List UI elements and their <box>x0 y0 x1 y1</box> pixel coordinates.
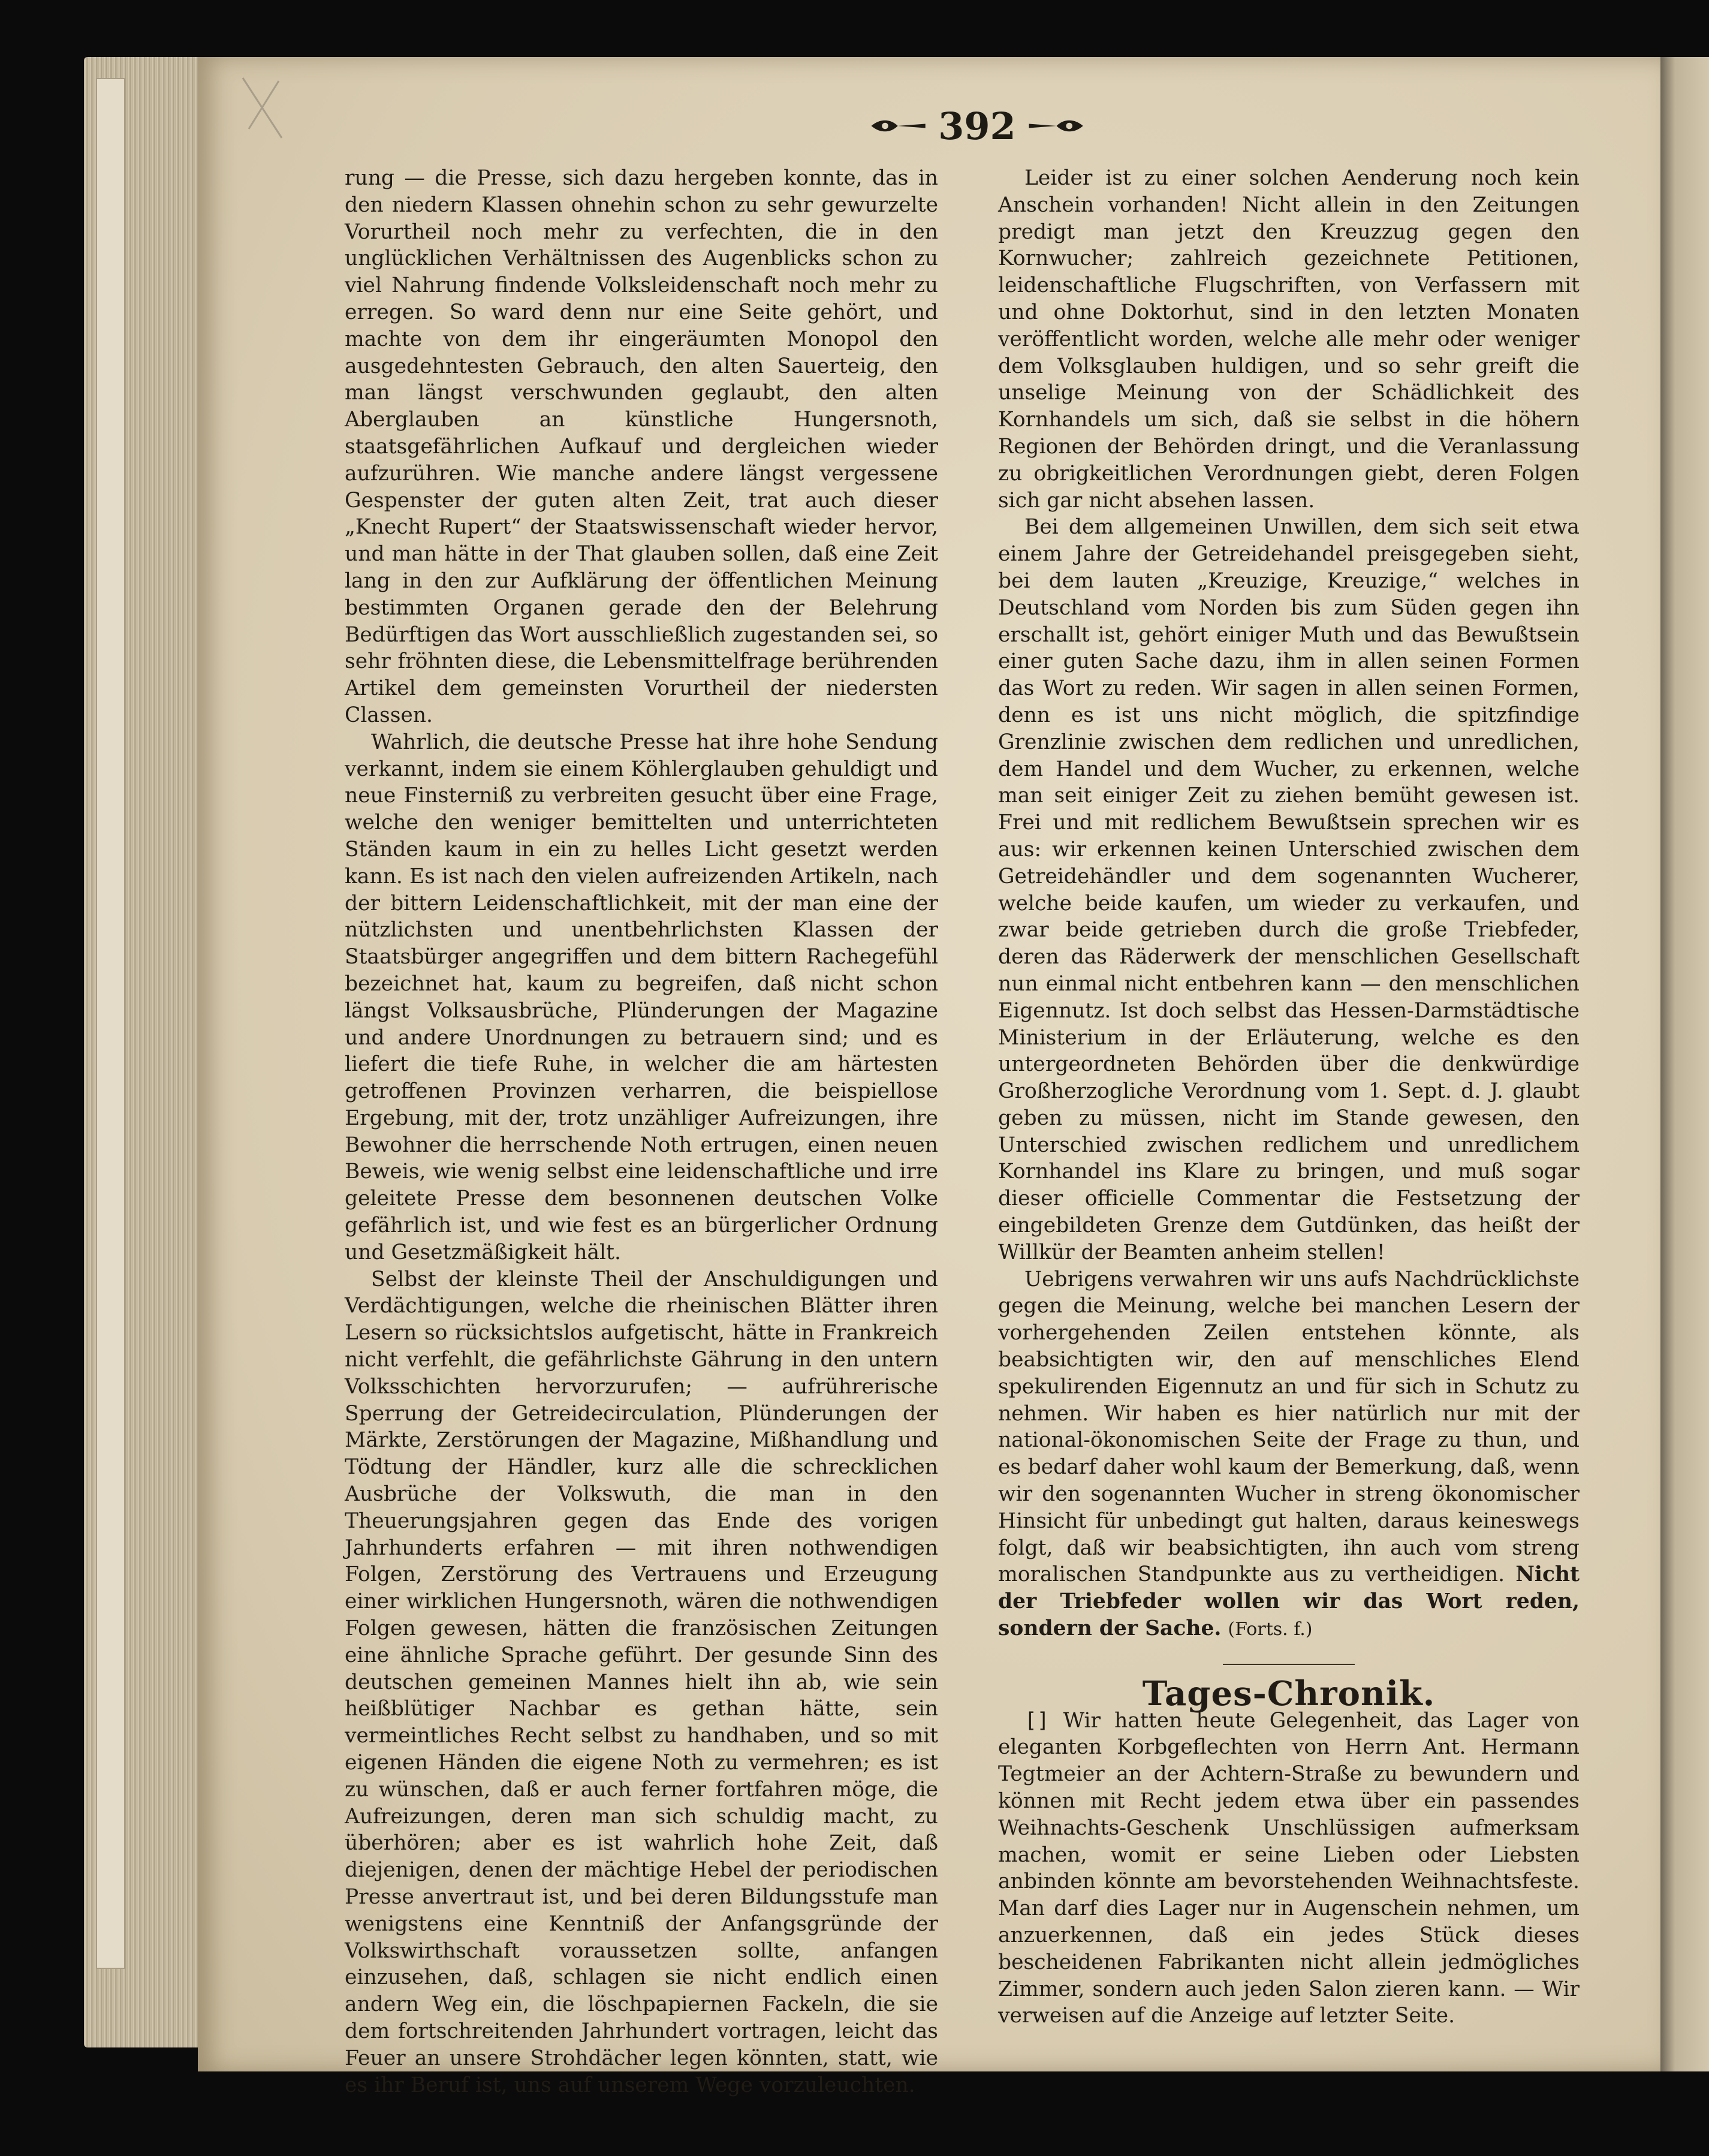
right-ornament-icon <box>1027 115 1085 137</box>
article-paragraph: Leider ist zu einer solchen Aenderung noch kein Anschein vorhanden! Nicht allein in den Zeitungen predigt man jetzt den Kreuzzug gegen den Kornwucher; zahlreich gezeichnete Petitionen, leidenschaftliche Flugschriften, von Verfassern mit und ohne Doktorhut, sind in den letzten Monaten veröffentlicht worden, welche alle mehr oder weniger dem Volksglauben huldigen, und so sehr greift die unselige Meinung von der Schädlichkeit des Kornhandels um sich, daß sie selbst in die höhern Regionen der Behörden dringt, und die Veranlassung zu obrigkeitlichen Verordnungen giebt, deren Folgen sich gar nicht absehen lassen. <box>998 166 1580 513</box>
article-paragraph: rung — die Presse, sich dazu hergeben konnte, das in den niedern Klassen ohnehin schon zu sehr gewurzelte Vorurtheil noch mehr zu verfechten, die in den unglücklichen Verhältnissen des Augenblicks schon zu viel Nahrung findende Volksleidenschaft noch mehr zu erregen. So ward denn nur eine Seite gehört, und machte von dem ihr eingeräumten Monopol den ausgedehntesten Gebrauch, den alten Sauerteig, den man längst verschwunden geglaubt, den alten Aberglauben an künstliche Hungersnoth, staatsgefährlichen Aufkauf und dergleichen wieder aufzurühren. Wie manche andere längst vergessene Gespenster der guten alten Zeit, trat auch dieser „Knecht Rupert“ der Staatswissenschaft wieder hervor, und man hätte in der That glauben sollen, daß eine Zeit lang in den zur Aufklärung der öffentlichen Meinung bestimmten Organen gerade den der Belehrung Bedürftigen das Wort ausschließlich zugestanden sei, so sehr fröhnten diese, die Lebensmittelfrage berührenden Artikel dem gemeinsten Vorurtheil der niedersten Classen. <box>345 166 938 727</box>
article-paragraph: Wahrlich, die deutsche Presse hat ihre hohe Sendung verkannt, indem sie einem Köhlerglauben gehuldigt und neue Finsterniß zu verbreiten gesucht über eine Frage, welche den weniger bemittelten und unterrichteten Ständen kaum in ein zu helles Licht gesetzt werden kann. Es ist nach den vielen aufreizenden Artikeln, nach der bittern Leidenschaftlichkeit, mit der man eine der nützlichsten und unentbehrlichsten Klassen der Staatsbürger angegriffen und dem bittern Rachegefühl bezeichnet hat, kaum zu begreifen, daß nicht schon längst Volksausbrüche, Plünderungen der Magazine und andere Unordnungen zu betrauern sind; und es liefert die tiefe Ruhe, in welcher die am härtesten getroffenen Provinzen verharren, die beispiellose Ergebung, mit der, trotz unzähliger Aufreizungen, ihre Bewohner die herrschende Noth ertrugen, einen neuen Beweis, wie wenig selbst eine leidenschaftliche und irre geleitete Presse dem besonnenen deutschen Volke gefährlich ist, und wie fest es an bürgerlicher Ordnung und Gesetzmäßigkeit hält. <box>345 730 938 1264</box>
continuation-note: (Forts. f.) <box>1228 1619 1313 1640</box>
book-page-stack <box>96 78 125 1969</box>
news-text: Wir hatten heute Gelegenheit, das Lager von eleganten Korbgeflechten von Herrn Ant. Hermann Tegtmeier an der Achtern-Straße zu bewundern und können mit Recht jedem etwa über ein passendes Weihnachts-Geschenk Unschlüssigen aufmerksam machen, womit er seine Lieben oder Liebsten anbinden könnte am bevorstehenden Weihnachtsfeste. Man darf dies Lager nur in Augenschein nehmen, um anzuerkennen, daß ein jedes Stück dieses bescheidenen Fabrikanten nicht allein jedmögliches Zimmer, sondern auch jeden Salon zieren kann. — Wir verweisen auf die Anzeige auf letzter Seite. <box>998 1708 1580 2028</box>
article-paragraph: Selbst der kleinste Theil der Anschuldigungen und Verdächtigungen, welche die rheinischen Blätter ihren Lesern so rücksichtslos aufgetischt, hätte in Frankreich nicht verfehlt, die gefährlichste Gährung in den untern Volksschichten hervorzurufen; — aufrührerische Sperrung der Getreidecirculation, Plünderungen der Märkte, Zerstörungen der Magazine, Mißhandlung und Tödtung der Händler, kurz alle die schrecklichen Ausbrüche der Volkswuth, die man in den Theuerungsjahren gegen das Ende des vorigen Jahrhunderts erfahren — mit ihren nothwendigen Folgen, Zerstörung des Vertrauens und Erzeugung einer wirklichen Hungersnoth, wären die nothwendigen Folgen gewesen, hätten die französischen Zeitungen eine ähnliche Sprache geführt. Der gesunde Sinn des deutschen gemeinen Mannes hielt ihn ab, wie sein heißblütiger Nachbar es gethan hätte, sein vermeintliches Recht selbst zu handhaben, und so mit eigenen Händen die eigene Noth zu vermehren; es ist zu wünschen, daß er auch ferner fortfahren möge, die Aufreizungen, deren man sich schuldig macht, zu überhören; aber es ist wahrlich hohe Zeit, daß diejenigen, denen der mächtige Hebel der periodischen Presse anvertraut ist, und bei deren Bildungsstufe man wenigstens eine Kenntniß der Anfangsgründe der Volkswirthschaft voraussetzen sollte, anfangen einzusehen, daß, schlagen sie nicht endlich einen andern Weg ein, die löschpapiernen Fackeln, die sie dem fortschreitenden Jahrhundert vortragen, leicht das Feuer an unsere Strohdächer legen könnten, statt, wie es ihr Beruf ist, uns auf unserem Wege vorzuleuchten. <box>345 1267 938 2097</box>
section-divider <box>1223 1664 1355 1665</box>
right-column <box>998 165 1580 2029</box>
section-title: Tages-Chronik. <box>1142 1673 1436 1714</box>
news-marker: [] <box>1024 1708 1050 1733</box>
closing-paragraph <box>998 1266 1580 1643</box>
left-column <box>345 165 938 2098</box>
page-number: 392 <box>938 104 1016 148</box>
news-item <box>998 1708 1580 2030</box>
next-page-edge <box>1660 57 1709 2071</box>
closing-bold-text: Nicht der Triebfeder wollen wir das Wort reden, sondern der Sache. <box>998 1562 1580 1641</box>
left-ornament-icon <box>869 115 927 137</box>
pencil-mark-icon <box>237 72 291 144</box>
closing-text: Uebrigens verwahren wir uns aufs Nachdrücklichste gegen die Meinung, welche bei manchen Lesern der vorhergehenden Zeilen entstehen könnte, als beabsichtigten wir, den auf menschliches Elend spekulirenden Eigennutz an und für sich in Schutz zu nehmen. Wir haben es hier natürlich nur mit der national-ökonomischen Seite der Frage zu thun, und es bedarf daher wohl kaum der Bemerkung, daß, wenn wir den sogenannten Wucher in streng ökonomischer Hinsicht für unbedingt gut halten, daraus keineswegs folgt, daß wir beabsichtigten, ihn auch vom streng moralischen Standpunkte aus zu vertheidigen. <box>998 1267 1580 1587</box>
page-header <box>869 99 1085 153</box>
article-paragraph: Bei dem allgemeinen Unwillen, dem sich seit etwa einem Jahre der Getreidehandel preisgegeben sieht, bei dem lauten „Kreuzige, Kreuzige,“ welches in Deutschland vom Norden bis zum Süden gegen ihn erschallt ist, gehört einiger Muth und das Bewußtsein einer guten Sache dazu, ihm in allen seinen Formen das Wort zu reden. Wir sagen in allen seinen Formen, denn es ist uns nicht möglich, die spitzfindige Grenzlinie zwischen dem redlichen und unredlichen, dem Handel und dem Wucher, zu erkennen, welche man seit einiger Zeit zu ziehen bemüht gewesen ist. Frei und mit redlichem Bewußtsein sprechen wir es aus: wir erkennen keinen Unterschied zwischen dem Getreidehändler und dem sogenannten Wucherer, welche beide kaufen, um wieder zu verkaufen, und zwar beide getrieben durch die große Triebfeder, deren das Räderwerk der menschlichen Gesellschaft nun einmal nicht entbehren kann — den menschlichen Eigennutz. Ist doch selbst das Hessen-Darmstädtische Ministerium in der Erläuterung, welche es den untergeordneten Behörden über die denkwürdige Großherzogliche Verordnung vom 1. Sept. d. J. glaubt geben zu müssen, nicht im Stande gewesen, den Unterschied zwischen redlichem und unredlichem Kornhandel ins Klare zu bringen, und muß sogar dieser officielle Commentar die Festsetzung der eingebildeten Grenze dem Gutdünken, das heißt der Willkür der Beamten anheim stellen! <box>998 515 1580 1264</box>
